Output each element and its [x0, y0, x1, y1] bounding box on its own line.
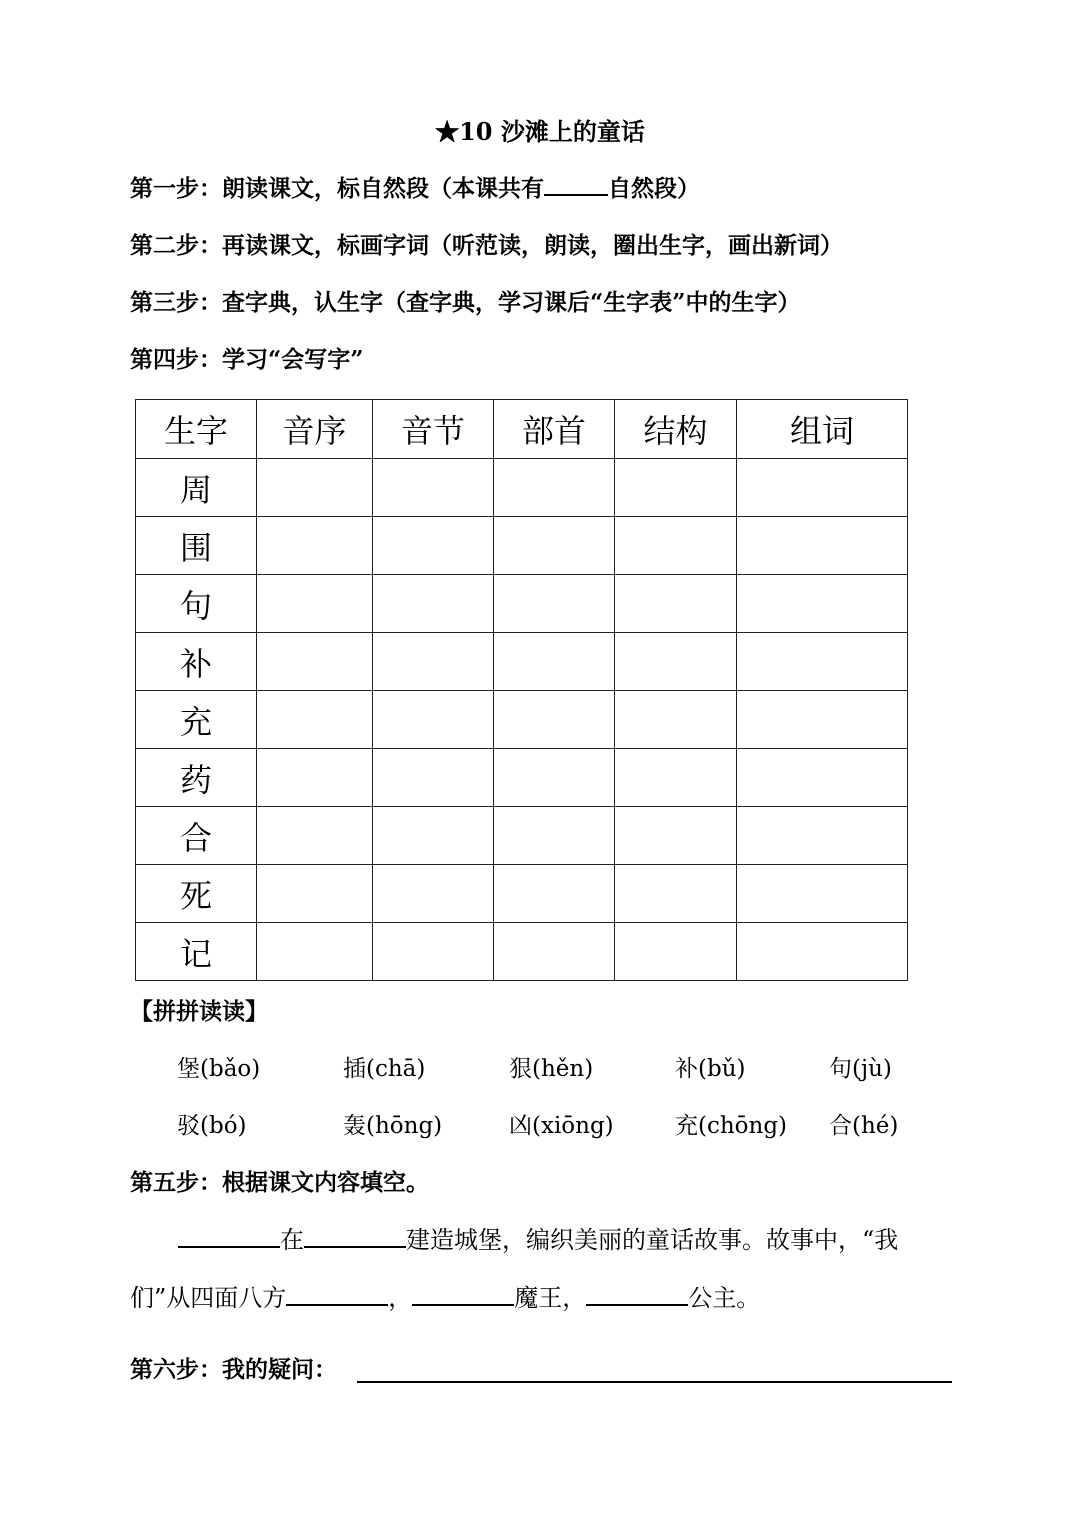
table-row — [136, 749, 908, 807]
blank-cell[interactable] — [494, 807, 615, 865]
char-cell: 药 — [136, 749, 257, 807]
char-cell: 句 — [136, 575, 257, 633]
blank-cell[interactable] — [615, 691, 737, 749]
table-row — [136, 807, 908, 865]
step-5: 第五步：根据课文内容填空。 — [130, 1169, 429, 1196]
header-cell: 生字 — [136, 400, 257, 459]
blank-cell[interactable] — [373, 459, 494, 517]
blank-cell[interactable] — [373, 807, 494, 865]
step-6-text: 第六步：我的疑问： — [130, 1356, 337, 1383]
blank-cell[interactable] — [615, 633, 737, 691]
blank-cell[interactable] — [373, 691, 494, 749]
blank-cell[interactable] — [737, 459, 908, 517]
fill-line-2 — [130, 1280, 760, 1316]
header-cell: 音节 — [373, 400, 494, 459]
blank-cell[interactable] — [615, 807, 737, 865]
blank-cell[interactable] — [615, 459, 737, 517]
blank-cell[interactable] — [257, 691, 373, 749]
char-cell: 充 — [136, 691, 257, 749]
question-answer-line[interactable] — [357, 1381, 952, 1383]
blank-cell[interactable] — [737, 517, 908, 575]
fill-blank[interactable] — [412, 1280, 514, 1306]
blank-cell[interactable] — [615, 865, 737, 923]
step-2: 第二步：再读课文，标画字词（听范读，朗读，圈出生字，画出新词） — [130, 232, 843, 259]
paragraph-count-blank[interactable] — [544, 170, 608, 196]
fill-text: 魔王， — [514, 1284, 587, 1312]
blank-cell[interactable] — [257, 459, 373, 517]
step-3: 第三步：查字典，认生字（查字典，学习课后“生字表”中的生字） — [130, 289, 801, 316]
pinyin-item: 句(jù) — [829, 1056, 892, 1082]
blank-cell[interactable] — [494, 691, 615, 749]
blank-cell[interactable] — [737, 923, 908, 981]
fill-blank[interactable] — [178, 1222, 280, 1248]
fill-blank[interactable] — [286, 1280, 388, 1306]
blank-cell[interactable] — [615, 923, 737, 981]
pinyin-heading: 【拼拼读读】 — [130, 998, 268, 1025]
blank-cell[interactable] — [257, 517, 373, 575]
blank-cell[interactable] — [494, 865, 615, 923]
table-row — [136, 691, 908, 749]
header-cell: 音序 — [257, 400, 373, 459]
pinyin-item: 驳(bó) — [177, 1113, 247, 1139]
char-cell: 记 — [136, 923, 257, 981]
blank-cell[interactable] — [257, 807, 373, 865]
table-header-row — [136, 400, 908, 459]
header-cell: 部首 — [494, 400, 615, 459]
pinyin-item: 插(chā) — [343, 1056, 426, 1082]
pinyin-item: 轰(hōng) — [343, 1113, 443, 1139]
blank-cell[interactable] — [257, 749, 373, 807]
blank-cell[interactable] — [373, 517, 494, 575]
fill-blank[interactable] — [586, 1280, 688, 1306]
header-cell: 结构 — [615, 400, 737, 459]
character-table — [135, 399, 908, 981]
blank-cell[interactable] — [373, 575, 494, 633]
char-cell: 合 — [136, 807, 257, 865]
char-cell: 围 — [136, 517, 257, 575]
table-row — [136, 865, 908, 923]
blank-cell[interactable] — [737, 691, 908, 749]
step-1-text-end: 自然段） — [608, 175, 700, 202]
blank-cell[interactable] — [615, 575, 737, 633]
pinyin-item: 补(bǔ) — [675, 1056, 746, 1082]
blank-cell[interactable] — [615, 517, 737, 575]
blank-cell[interactable] — [737, 865, 908, 923]
table-row — [136, 923, 908, 981]
blank-cell[interactable] — [373, 865, 494, 923]
blank-cell[interactable] — [494, 575, 615, 633]
table-row — [136, 575, 908, 633]
blank-cell[interactable] — [737, 575, 908, 633]
fill-text: 们”从四面八方 — [130, 1284, 287, 1312]
blank-cell[interactable] — [737, 807, 908, 865]
fill-text: 建造城堡，编织美丽的童话故事。故事中，“我 — [406, 1226, 899, 1254]
blank-cell[interactable] — [494, 749, 615, 807]
blank-cell[interactable] — [373, 923, 494, 981]
blank-cell[interactable] — [257, 865, 373, 923]
pinyin-item: 凶(xiōng) — [509, 1113, 614, 1139]
blank-cell[interactable] — [494, 459, 615, 517]
blank-cell[interactable] — [494, 633, 615, 691]
blank-cell[interactable] — [257, 575, 373, 633]
table-row — [136, 633, 908, 691]
blank-cell[interactable] — [737, 749, 908, 807]
step-4: 第四步：学习“会写字” — [130, 346, 364, 373]
pinyin-item: 充(chōng) — [675, 1113, 788, 1139]
blank-cell[interactable] — [737, 633, 908, 691]
step-6 — [130, 1352, 337, 1388]
blank-cell[interactable] — [494, 517, 615, 575]
char-cell: 死 — [136, 865, 257, 923]
blank-cell[interactable] — [257, 923, 373, 981]
table-row — [136, 517, 908, 575]
pinyin-item: 狠(hěn) — [509, 1056, 594, 1082]
blank-cell[interactable] — [373, 749, 494, 807]
char-cell: 补 — [136, 633, 257, 691]
fill-blank[interactable] — [304, 1222, 406, 1248]
blank-cell[interactable] — [615, 749, 737, 807]
step-1 — [130, 170, 700, 207]
pinyin-item: 合(hé) — [829, 1113, 899, 1139]
fill-text: 在 — [280, 1226, 304, 1254]
fill-text: ， — [388, 1284, 413, 1312]
fill-line-1 — [178, 1222, 898, 1258]
table-row — [136, 459, 908, 517]
blank-cell[interactable] — [494, 923, 615, 981]
char-cell: 周 — [136, 459, 257, 517]
blank-cell[interactable] — [373, 633, 494, 691]
pinyin-item: 堡(bǎo) — [177, 1056, 261, 1082]
blank-cell[interactable] — [257, 633, 373, 691]
header-cell: 组词 — [737, 400, 908, 459]
page-title: ★10 沙滩上的童话 — [435, 117, 645, 146]
fill-text: 公主。 — [688, 1284, 761, 1312]
step-1-text: 第一步：朗读课文，标自然段（本课共有 — [130, 175, 544, 202]
